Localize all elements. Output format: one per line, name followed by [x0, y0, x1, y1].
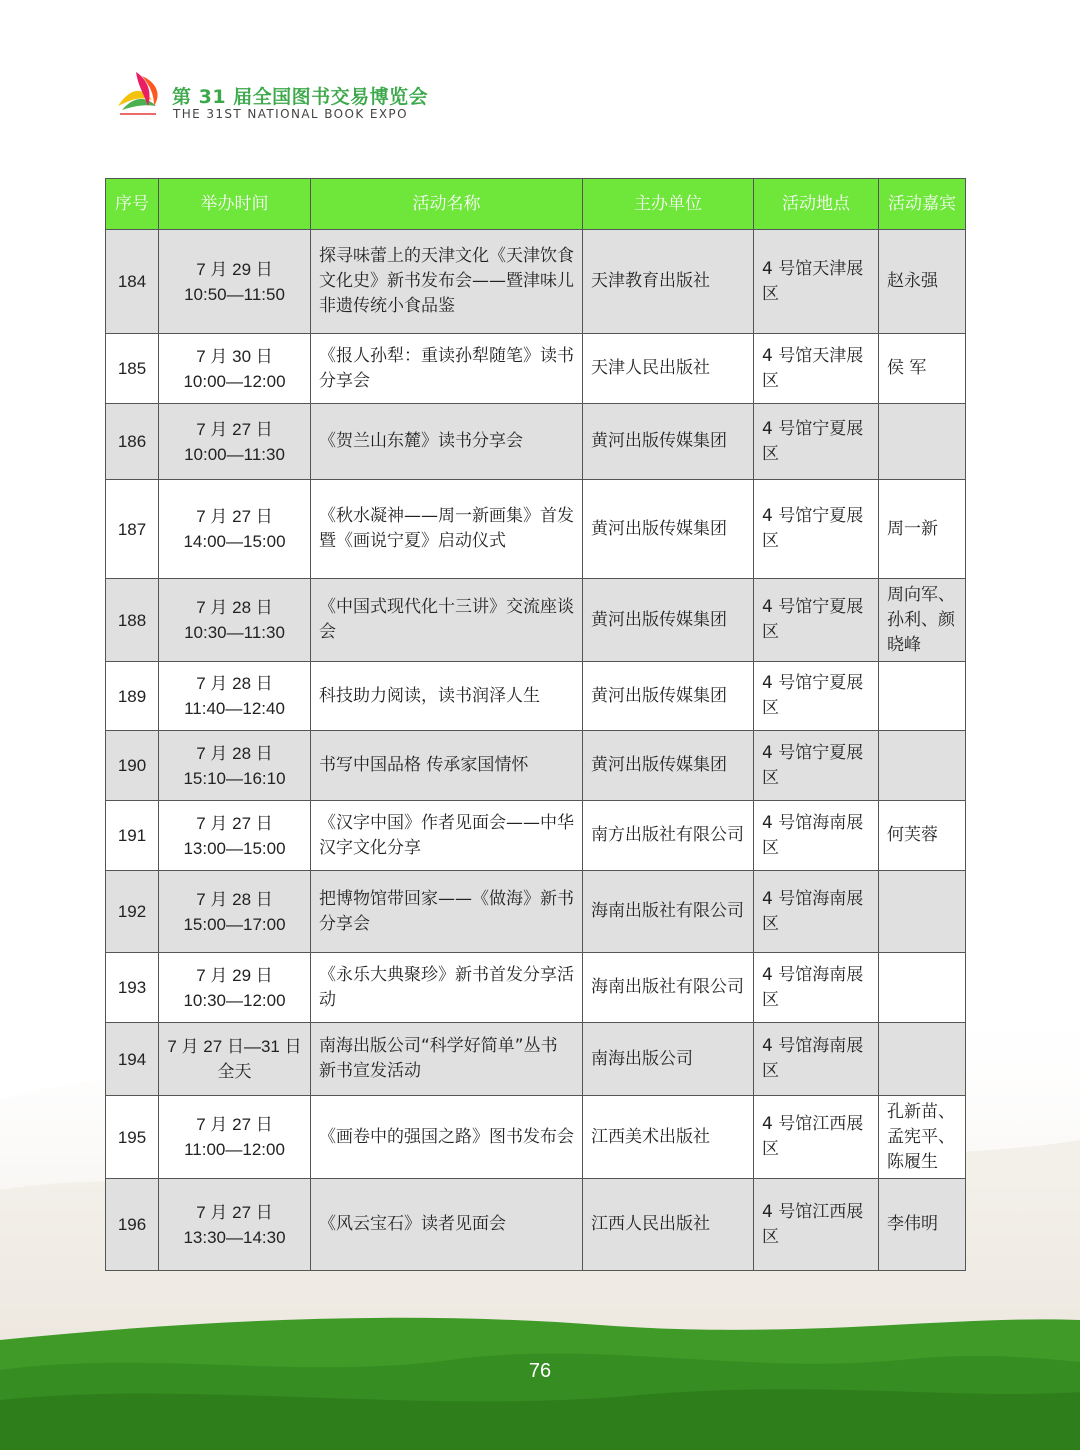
column-header-guests: 活动嘉宾 — [879, 179, 966, 230]
column-header-time: 举办时间 — [159, 179, 311, 230]
row-organizer: 黄河出版传媒集团 — [583, 662, 754, 731]
row-event-name: 《画卷中的强国之路》图书发布会 — [311, 1096, 583, 1179]
row-date: 7 月 27 日 — [196, 1202, 273, 1222]
row-event-name: 探寻味蕾上的天津文化《天津饮食文化史》新书发布会——暨津味儿非遗传统小食品鉴 — [311, 230, 583, 334]
row-hours: 13:00—15:00 — [183, 838, 286, 858]
row-hours: 14:00—15:00 — [183, 532, 286, 551]
row-organizer: 江西人民出版社 — [583, 1179, 754, 1271]
row-organizer: 南方出版社有限公司 — [583, 801, 754, 871]
row-date: 7 月 30 日 — [196, 346, 273, 366]
row-event-name: 南海出版公司“科学好简单”丛书新书宣发活动 — [311, 1023, 583, 1096]
row-hours: 10:00—11:30 — [184, 444, 285, 464]
row-number: 194 — [106, 1023, 159, 1096]
row-event-name: 《汉字中国》作者见面会——中华汉字文化分享 — [311, 801, 583, 871]
row-event-name: 《贺兰山东麓》读书分享会 — [311, 404, 583, 480]
row-organizer: 南海出版公司 — [583, 1023, 754, 1096]
row-guests: 赵永强 — [879, 230, 966, 334]
expo-subtitle: THE 31ST NATIONAL BOOK EXPO — [173, 107, 408, 121]
row-number: 187 — [106, 480, 159, 579]
row-guests: 周一新 — [879, 480, 966, 579]
event-schedule-table — [105, 178, 966, 1271]
row-number: 184 — [106, 230, 159, 334]
table-row — [106, 334, 966, 404]
column-header-event-name: 活动名称 — [311, 179, 583, 230]
row-date: 7 月 27 日 — [196, 419, 273, 439]
row-organizer: 天津教育出版社 — [583, 230, 754, 334]
row-date: 7 月 27 日 — [196, 813, 273, 833]
row-number: 191 — [106, 801, 159, 871]
table-row — [106, 1179, 966, 1271]
row-time — [159, 1179, 311, 1271]
row-organizer: 海南出版社有限公司 — [583, 953, 754, 1023]
row-time — [159, 579, 311, 662]
row-guests — [879, 1023, 966, 1096]
row-venue: 4 号馆海南展区 — [754, 801, 879, 871]
row-hours: 11:00—12:00 — [184, 1140, 285, 1159]
row-time — [159, 404, 311, 480]
row-organizer: 黄河出版传媒集团 — [583, 480, 754, 579]
row-hours: 10:00—12:00 — [183, 371, 286, 391]
row-time — [159, 1096, 311, 1179]
row-organizer: 江西美术出版社 — [583, 1096, 754, 1179]
row-date: 7 月 28 日 — [196, 743, 273, 763]
row-event-name: 《风云宝石》读者见面会 — [311, 1179, 583, 1271]
table-header-row — [106, 179, 966, 230]
row-number: 186 — [106, 404, 159, 480]
row-number: 196 — [106, 1179, 159, 1271]
row-guests — [879, 662, 966, 731]
row-guests — [879, 871, 966, 953]
row-event-name: 把博物馆带回家——《做海》新书分享会 — [311, 871, 583, 953]
row-date: 7 月 27 日—31 日 — [167, 1037, 302, 1056]
row-time — [159, 662, 311, 731]
table-row — [106, 1096, 966, 1179]
row-date: 7 月 28 日 — [196, 889, 273, 909]
row-organizer: 海南出版社有限公司 — [583, 871, 754, 953]
row-guests — [879, 731, 966, 801]
column-header-venue: 活动地点 — [754, 179, 879, 230]
row-guests — [879, 404, 966, 480]
row-number: 189 — [106, 662, 159, 731]
row-number: 188 — [106, 579, 159, 662]
row-event-name: 《永乐大典聚珍》新书首发分享活动 — [311, 953, 583, 1023]
table-row — [106, 1023, 966, 1096]
row-time — [159, 871, 311, 953]
row-hours: 10:30—12:00 — [183, 990, 286, 1010]
row-time — [159, 1023, 311, 1096]
table-row — [106, 953, 966, 1023]
row-number: 190 — [106, 731, 159, 801]
row-time — [159, 801, 311, 871]
row-date: 7 月 28 日 — [196, 674, 273, 693]
row-organizer: 黄河出版传媒集团 — [583, 731, 754, 801]
row-event-name: 科技助力阅读，读书润泽人生 — [311, 662, 583, 731]
page-number: 76 — [528, 1360, 552, 1382]
row-hours: 15:10—16:10 — [183, 768, 286, 788]
table-row — [106, 801, 966, 871]
row-organizer: 黄河出版传媒集团 — [583, 579, 754, 662]
row-hours: 11:40—12:40 — [184, 699, 285, 718]
row-venue: 4 号馆海南展区 — [754, 871, 879, 953]
row-hours: 10:50—11:50 — [184, 284, 285, 304]
row-guests: 周向军、孙利、颜晓峰 — [879, 579, 966, 662]
row-organizer: 黄河出版传媒集团 — [583, 404, 754, 480]
row-guests — [879, 953, 966, 1023]
row-guests: 何芙蓉 — [879, 801, 966, 871]
row-hours: 15:00—17:00 — [183, 914, 286, 934]
row-venue: 4 号馆宁夏展区 — [754, 480, 879, 579]
row-hours: 13:30—14:30 — [183, 1227, 286, 1247]
table-row — [106, 480, 966, 579]
row-date: 7 月 29 日 — [196, 259, 273, 279]
row-event-name: 《秋水凝神——周一新画集》首发暨《画说宁夏》启动仪式 — [311, 480, 583, 579]
row-hours: 全天 — [217, 1062, 252, 1081]
row-event-name: 《中国式现代化十三讲》交流座谈会 — [311, 579, 583, 662]
row-time — [159, 953, 311, 1023]
row-number: 192 — [106, 871, 159, 953]
expo-logo-icon — [112, 66, 176, 122]
table-row — [106, 230, 966, 334]
table-row — [106, 579, 966, 662]
row-time — [159, 480, 311, 579]
row-event-name: 《报人孙犁：重读孙犁随笔》读书分享会 — [311, 334, 583, 404]
column-header-number: 序号 — [106, 179, 159, 230]
expo-title: 第 31 届全国图书交易博览会 — [172, 86, 429, 108]
row-venue: 4 号馆天津展区 — [754, 230, 879, 334]
row-venue: 4 号馆海南展区 — [754, 1023, 879, 1096]
table-row — [106, 662, 966, 731]
row-number: 193 — [106, 953, 159, 1023]
row-venue: 4 号馆江西展区 — [754, 1179, 879, 1271]
row-date: 7 月 27 日 — [196, 507, 273, 526]
row-venue: 4 号馆宁夏展区 — [754, 579, 879, 662]
row-venue: 4 号馆宁夏展区 — [754, 731, 879, 801]
row-venue: 4 号馆海南展区 — [754, 953, 879, 1023]
table-row — [106, 731, 966, 801]
table-row — [106, 404, 966, 480]
row-number: 195 — [106, 1096, 159, 1179]
row-time — [159, 334, 311, 404]
row-event-name: 书写中国品格 传承家国情怀 — [311, 731, 583, 801]
row-date: 7 月 28 日 — [196, 598, 273, 617]
row-organizer: 天津人民出版社 — [583, 334, 754, 404]
column-header-organizer: 主办单位 — [583, 179, 754, 230]
row-hours: 10:30—11:30 — [184, 623, 285, 642]
row-time — [159, 731, 311, 801]
row-guests: 李伟明 — [879, 1179, 966, 1271]
row-number: 185 — [106, 334, 159, 404]
table-row — [106, 871, 966, 953]
row-date: 7 月 27 日 — [196, 1115, 273, 1134]
row-venue: 4 号馆宁夏展区 — [754, 404, 879, 480]
row-venue: 4 号馆天津展区 — [754, 334, 879, 404]
row-time — [159, 230, 311, 334]
row-venue: 4 号馆宁夏展区 — [754, 662, 879, 731]
row-guests: 侯 军 — [879, 334, 966, 404]
row-venue: 4 号馆江西展区 — [754, 1096, 879, 1179]
row-guests: 孔新苗、孟宪平、陈履生 — [879, 1096, 966, 1179]
row-date: 7 月 29 日 — [196, 965, 273, 985]
